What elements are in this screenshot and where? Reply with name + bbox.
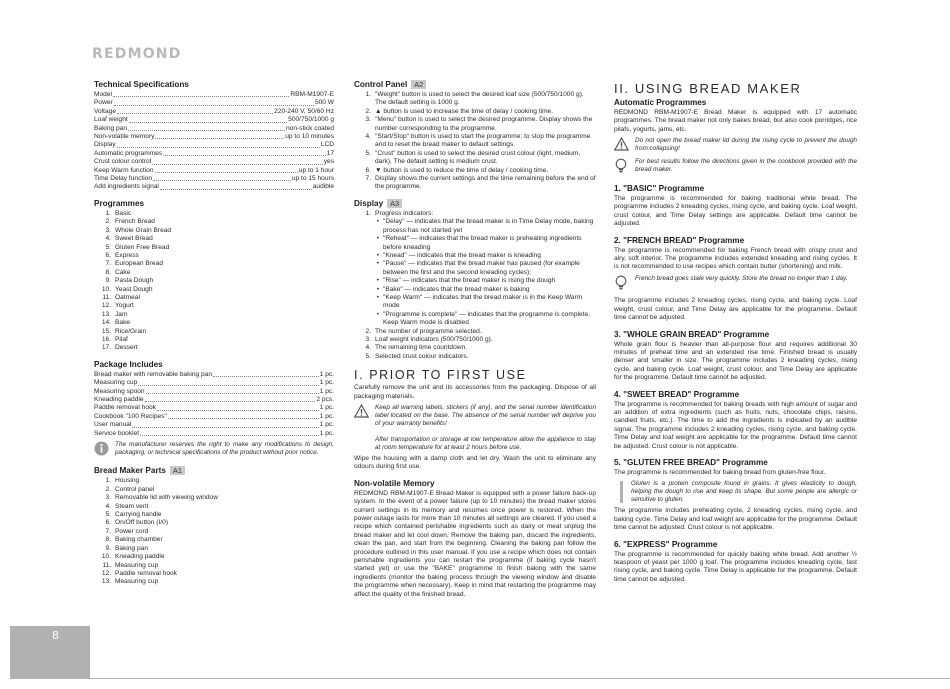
gluten-paragraph: The programme is recommended for baking bread from gluten-free flour. bbox=[614, 468, 826, 476]
prior-warning-1: Keep all warning labels, stickers (if any), and the serial number identification label located on the base. The absence of the serial number will deprive you of your warranty benefits! bbox=[375, 404, 596, 427]
dot-leader bbox=[160, 183, 312, 189]
dot-leader bbox=[138, 379, 318, 385]
list-text: The remaining time countdown. bbox=[375, 344, 467, 352]
display-title: Display bbox=[354, 198, 384, 208]
dot-leader bbox=[146, 388, 319, 394]
spec-label: Loaf weight bbox=[94, 116, 128, 124]
list-text: Sweet Bread bbox=[115, 235, 153, 243]
part-item bbox=[98, 562, 334, 570]
list-text: Kneading paddle bbox=[115, 553, 165, 561]
package-row bbox=[94, 379, 334, 387]
list-number: 9. bbox=[105, 277, 111, 285]
gluten-note bbox=[614, 480, 857, 504]
list-text: Loaf weight indicators (500/750/1000 g). bbox=[375, 335, 493, 343]
list-number: 13. bbox=[101, 310, 111, 318]
programme-item bbox=[98, 260, 334, 268]
package-row bbox=[94, 413, 334, 421]
list-text: Removable lid with viewing window bbox=[115, 494, 218, 502]
list-number: 16. bbox=[101, 335, 111, 343]
list-number: 4. bbox=[105, 502, 111, 510]
part-item bbox=[98, 536, 334, 544]
dot-leader bbox=[117, 108, 273, 114]
spec-value: 500 W bbox=[314, 99, 334, 107]
prior-paragraph-2: Wipe the housing with a damp cloth and let dry. Wash the unit to eliminate any odours during first use. bbox=[354, 455, 596, 471]
bullet-mark: • bbox=[376, 285, 379, 293]
dot-leader bbox=[155, 167, 298, 173]
list-text: "Crust" button is used to select the desired crust colour (light, medium, dark). The default setting is medium crust. bbox=[375, 149, 581, 166]
spec-value: LCD bbox=[320, 141, 334, 149]
list-number: 17. bbox=[101, 344, 111, 352]
control-item bbox=[358, 91, 596, 108]
control-panel-title: Control Panel bbox=[354, 80, 408, 89]
list-text: Display shows the current settings and the time remaining before the end of the programme. bbox=[375, 175, 596, 191]
dot-leader bbox=[145, 396, 316, 402]
display-item bbox=[358, 344, 596, 352]
bullet-text: "Pause" — indicates that the bread maker has paused (for example between the first and the second kneading cycles); bbox=[383, 260, 580, 276]
part-item bbox=[98, 519, 334, 527]
spec-row bbox=[94, 175, 334, 183]
spec-label: Kneading paddle bbox=[94, 396, 144, 403]
list-text: Jam bbox=[115, 310, 128, 318]
using-heading: II. USING BREAD MAKER bbox=[614, 81, 802, 96]
list-number: 7. bbox=[105, 527, 111, 535]
auto-programmes-heading: Automatic Programmes bbox=[614, 98, 707, 107]
spec-row bbox=[94, 133, 334, 141]
dot-leader bbox=[129, 116, 287, 122]
dot-leader bbox=[157, 404, 319, 410]
parts-heading bbox=[94, 466, 334, 476]
list-text: Measuring cup bbox=[115, 578, 159, 586]
spec-row bbox=[94, 125, 334, 133]
list-text: "Menu" button is used to select the desired programme. Display shows the number corresponding to the programme. bbox=[375, 116, 593, 132]
list-number: 1. bbox=[365, 91, 371, 98]
spec-row bbox=[94, 141, 334, 149]
programme-item bbox=[98, 227, 334, 235]
spec-value: audible bbox=[312, 183, 334, 191]
list-text: Power cord bbox=[115, 527, 149, 535]
list-text: The number of programme selected. bbox=[375, 327, 482, 335]
display-heading bbox=[354, 199, 596, 209]
dot-leader bbox=[168, 413, 319, 419]
spec-label: Measuring spoon bbox=[94, 387, 145, 395]
control-figure-badge: A2 bbox=[411, 80, 426, 89]
display-item bbox=[358, 210, 596, 218]
list-number: 10. bbox=[101, 285, 111, 293]
list-text: "Start/Stop" button is used to start the programme; to stop the programme and to reset the bread maker to default settings. bbox=[375, 133, 591, 149]
spec-value: 17 bbox=[326, 149, 334, 157]
part-item bbox=[98, 528, 334, 536]
spec-label: Power bbox=[94, 99, 113, 107]
programme-item bbox=[98, 235, 334, 243]
list-number: 4. bbox=[365, 133, 371, 141]
control-item bbox=[358, 175, 596, 192]
programme-item bbox=[98, 294, 334, 302]
brand-logo: REDMOND bbox=[92, 46, 182, 62]
spec-row bbox=[94, 150, 334, 158]
list-text: Oatmeal bbox=[115, 293, 140, 301]
spec-row bbox=[94, 108, 334, 116]
display-bullet bbox=[358, 252, 596, 260]
package-heading: Package Includes bbox=[94, 359, 163, 369]
package-list bbox=[94, 371, 334, 438]
prior-warning-2: After transportation or storage at low temperature allow the appliance to stay at room temperature for at least 2 hours before use. bbox=[375, 436, 596, 451]
lid-warning bbox=[614, 137, 857, 154]
nvm-paragraph: REDMOND RBM-M1907-E Bread Maker is equipped with a power failure back-up system. In the event of a power failure (up to 10 minutes) the bread maker stores current settings in its memory and resumes once power is restored. When the power outage lasts for more than 10 minutes all settings are cleared. If you used a recipe which contained perishable ingredients such as dairy or meat unplug the bread maker and let cool down. Remove the baking pan, discard the ingredients, clean the pan, and start from the beginning. Cleaning the baking pan follow the procedure outlined in this user manual. If you use a recipe which does not contain perishable ingredients you can restart the programme (if baking cycle hasn't started yet) or use the "BAKE" programme to finish baking with the same ingredients (monitor the baking process through the viewing window and disable the programme when necessary). Keep in mind that restarting the programme may affect the quality of the finished bread. bbox=[354, 489, 596, 598]
programmes-list bbox=[94, 210, 334, 353]
bullet-mark: • bbox=[376, 277, 379, 285]
bullet-mark: • bbox=[376, 251, 379, 259]
list-number: 3. bbox=[105, 226, 111, 234]
list-text: Paddle removal hook bbox=[115, 569, 177, 577]
list-number: 6. bbox=[105, 251, 111, 259]
spec-label: Display bbox=[94, 141, 116, 149]
list-number: 9. bbox=[105, 544, 111, 552]
list-text: Dessert bbox=[115, 344, 138, 352]
part-item bbox=[98, 494, 334, 502]
list-text: On/Off button (I/0) bbox=[115, 519, 169, 527]
bullet-text: "Programme is complete" — indicates that the programme is complete, Keep Warm mode is disabled bbox=[383, 310, 590, 327]
part-item bbox=[98, 503, 334, 511]
note-bar-icon bbox=[620, 481, 623, 503]
dot-leader bbox=[153, 175, 291, 181]
control-item bbox=[358, 167, 596, 175]
bullet-mark: • bbox=[376, 260, 379, 268]
display-item bbox=[358, 328, 596, 336]
spec-label: Bread maker with removable baking pan bbox=[94, 370, 213, 378]
spec-label: Measuring cup bbox=[94, 379, 138, 387]
programme-item bbox=[98, 218, 334, 226]
spec-label: Baking pan bbox=[94, 124, 127, 132]
list-number: 5. bbox=[365, 149, 371, 157]
dot-leader bbox=[114, 99, 314, 105]
spec-label: Paddle removal hook bbox=[94, 404, 156, 412]
bullet-mark: • bbox=[376, 293, 379, 301]
auto-programmes-paragraph: REDMOND RBM-M1907-E Bread Maker is equipped with 17 automatic programmes. The bread maker not only bakes bread, but also cook porridges, rice pilafs, yogurts, jams, etc. bbox=[614, 109, 857, 133]
dot-leader bbox=[152, 158, 323, 164]
display-bullet bbox=[358, 260, 596, 277]
list-text: Whole Grain Bread bbox=[115, 226, 172, 234]
page-number: 8 bbox=[52, 629, 59, 642]
package-note-text: The manufacturer reserves the right to make any modifications to design, packaging, or technical specifications of the product without prior notice. bbox=[115, 441, 334, 457]
list-text: European Bread bbox=[115, 260, 164, 268]
prior-paragraph-1: Carefully remove the unit and its accessories from the packaging. Dispose of all packaging materials. bbox=[354, 384, 596, 400]
spec-label: User manual bbox=[94, 421, 132, 429]
list-text: Selected crust colour indicators. bbox=[375, 352, 469, 360]
programme-item bbox=[98, 286, 334, 294]
list-text: Baking pan bbox=[115, 544, 148, 552]
parts-list bbox=[94, 477, 334, 586]
control-panel-heading bbox=[354, 80, 596, 90]
spec-row bbox=[94, 99, 334, 107]
french-tip-text: French bread goes stale very quickly. Store the bread no longer than 1 day. bbox=[635, 274, 848, 282]
spec-value: 500/750/1000 g bbox=[288, 116, 334, 124]
display-bullet bbox=[358, 277, 596, 285]
list-text: ▲ button is used to increase the time of delay / cooking time. bbox=[375, 107, 554, 115]
list-text: Rice/Grain bbox=[115, 327, 147, 335]
display-bullet bbox=[358, 218, 596, 235]
package-row bbox=[94, 388, 334, 396]
bullet-text: "Rise" — indicates that the bread maker is rising the dough bbox=[383, 277, 556, 285]
lightbulb-icon bbox=[614, 275, 630, 294]
column-middle bbox=[354, 80, 596, 599]
package-note bbox=[94, 441, 334, 459]
part-item bbox=[98, 486, 334, 494]
bullet-mark: • bbox=[376, 235, 379, 243]
spec-label: Cookbook "100 Recipes" bbox=[94, 412, 167, 420]
bullet-text: "Knead" — indicates that the bread maker is kneading bbox=[383, 251, 541, 259]
bullet-mark: • bbox=[376, 218, 379, 226]
bullet-text: "Delay" — indicates that the bread maker is in Time Delay mode, baking process has not started yet bbox=[383, 218, 594, 234]
spec-label: Crust colour control bbox=[94, 158, 152, 166]
part-item bbox=[98, 570, 334, 578]
list-number: 10. bbox=[101, 553, 111, 561]
list-text: "Weight" button is used to select the desired loaf size (500/750/1000 g). The default setting is 1000 g. bbox=[375, 91, 584, 107]
list-number: 1. bbox=[365, 209, 371, 217]
spec-row bbox=[94, 158, 334, 166]
list-text: Baking chamber bbox=[115, 536, 163, 544]
dot-leader bbox=[132, 421, 318, 427]
list-text: Yogurt bbox=[115, 302, 134, 310]
footer-rule bbox=[90, 678, 950, 679]
part-item bbox=[98, 511, 334, 519]
tech-specs-heading: Technical Specifications bbox=[94, 80, 189, 89]
gluten-note-text: Gluten is a protein composite found in grains. It gives elasticity to dough, helping the dough to rise and keep its shape. But some people are allergic or sensitive to gluten. bbox=[631, 480, 857, 504]
cookbook-tip bbox=[614, 158, 857, 177]
list-number: 4. bbox=[105, 235, 111, 243]
column-left bbox=[94, 80, 334, 587]
list-number: 3. bbox=[365, 116, 371, 124]
package-row bbox=[94, 396, 334, 404]
spec-value: 1 pc. bbox=[319, 429, 334, 437]
warning-icon bbox=[354, 404, 370, 421]
parts-figure-badge: A1 bbox=[170, 466, 185, 475]
part-item bbox=[98, 578, 334, 586]
dot-leader bbox=[163, 150, 325, 156]
nvm-heading: Non-volatile Memory bbox=[354, 478, 435, 488]
control-panel-list bbox=[354, 91, 596, 192]
list-number: 13. bbox=[101, 578, 111, 586]
spec-row bbox=[94, 183, 334, 191]
display-figure-badge: A3 bbox=[387, 199, 402, 208]
list-text: Pasta Dough bbox=[115, 277, 154, 285]
warning-icon bbox=[614, 137, 630, 154]
tech-specs-list bbox=[94, 91, 334, 192]
part-item bbox=[98, 545, 334, 553]
control-item bbox=[358, 116, 596, 133]
list-text: Bake bbox=[115, 319, 131, 327]
programme-item bbox=[98, 344, 334, 352]
list-number: 1. bbox=[105, 477, 111, 485]
control-item bbox=[358, 133, 596, 150]
dot-leader bbox=[155, 133, 284, 139]
list-number: 2. bbox=[105, 218, 111, 226]
list-number: 3. bbox=[365, 335, 371, 343]
parts-title: Bread Maker Parts bbox=[94, 466, 166, 476]
sweet-heading: 4. "SWEET BREAD" Programme bbox=[614, 389, 740, 399]
display-list bbox=[354, 210, 596, 361]
list-number: 4. bbox=[365, 344, 371, 352]
prior-warning bbox=[354, 404, 596, 452]
spec-label: Voltage bbox=[94, 107, 116, 115]
package-row bbox=[94, 371, 334, 379]
display-item bbox=[358, 353, 596, 361]
list-number: 11. bbox=[102, 561, 111, 569]
list-number: 5. bbox=[105, 243, 111, 251]
info-icon bbox=[94, 441, 110, 459]
spec-label: Model bbox=[94, 91, 112, 98]
page-number-block bbox=[10, 626, 90, 679]
spec-label: Automatic programmes bbox=[94, 149, 163, 157]
dot-leader bbox=[117, 141, 320, 147]
basic-paragraph: The programme is recommended for baking traditional white bread. The programme includes 2 kneading cycles, rising cycle, and baking cycle. Loaf weight, crust colour, and Time Delay settings are applicable. Default time cannot be adjusted. bbox=[614, 195, 857, 228]
display-bullet bbox=[358, 235, 596, 252]
list-text: Measuring cup bbox=[115, 561, 159, 569]
bullet-text: "Reheat" — indicates that the bread maker is preheating ingredients before kneading bbox=[383, 235, 582, 251]
list-number: 5. bbox=[365, 352, 371, 360]
bullet-text: "Bake" — indicates that the bread maker is baking bbox=[383, 285, 530, 293]
list-text: Basic bbox=[115, 209, 132, 217]
list-number: 11. bbox=[102, 293, 111, 301]
spec-row bbox=[94, 91, 334, 99]
programme-item bbox=[98, 336, 334, 344]
list-text: ▼ button is used to reduce the time of delay / cooking time. bbox=[375, 166, 549, 174]
express-paragraph: The programme is recommended for quickly baking white bread. Add another ½ teaspoon of yeast per 1000 g loaf. The programme includes kneading cycle, fast rising cycle, and baking cycle. Time Delay is applicable for the programme. Default time cannot be adjusted. bbox=[614, 550, 857, 583]
programme-item bbox=[98, 269, 334, 277]
spec-label: Add ingredients signal bbox=[94, 183, 159, 191]
list-number: 12. bbox=[101, 302, 111, 310]
gluten-paragraph-2: The programme includes preheating cycle, 2 kneading cycles, rising cycle, and baking cycle. Time Delay and loaf weight are applicable for the programme. Default time cannot be adjusted. Crust colour is not applicable. bbox=[614, 507, 857, 532]
spec-value: non-stick coated bbox=[285, 124, 334, 132]
list-number: 2. bbox=[365, 327, 371, 335]
dot-leader bbox=[128, 125, 285, 131]
express-heading: 6. "EXPRESS" Programme bbox=[614, 539, 718, 549]
cookbook-tip-text: For best results follow the directions given in the cookbook provided with the bread maker. bbox=[635, 157, 857, 173]
column-right bbox=[614, 80, 857, 584]
list-number: 3. bbox=[105, 494, 111, 502]
spec-value: up to 1 hour bbox=[298, 166, 334, 174]
spec-value: 220-240 V, 50/60 Hz bbox=[274, 107, 334, 115]
whole-grain-heading: 3. "WHOLE GRAIN BREAD" Programme bbox=[614, 329, 770, 339]
spec-value: 2 pcs. bbox=[316, 396, 334, 403]
sweet-paragraph: The programme is recommended for baking breads with high amount of sugar and an addition of extra ingredients (such as fruits, nuts, chocolate chips, raisins, candied fruits, etc.). The time to add the ingredients is indicated by an audible signal. The programme includes 2 kneading cycles, rising cycle, and baking cycle. Time Delay and loaf weight are applicable for the programme. Default time cannot be adjusted. Crust colour is not applicable. bbox=[614, 400, 857, 450]
control-item bbox=[358, 150, 596, 167]
programme-item bbox=[98, 244, 334, 252]
control-item bbox=[358, 108, 596, 116]
gluten-heading: 5. "GLUTEN FREE BREAD" Programme bbox=[614, 457, 768, 467]
bullet-text: "Keep Warm" — indicates that the bread maker is in the Keep Warm mode bbox=[383, 293, 583, 310]
french-tip bbox=[614, 275, 857, 294]
spec-row bbox=[94, 167, 334, 175]
spec-label: Time Delay function bbox=[94, 175, 153, 183]
spec-value: 1 pc. bbox=[319, 421, 334, 429]
dot-leader bbox=[113, 91, 289, 97]
programme-item bbox=[98, 319, 334, 327]
list-text: Cake bbox=[115, 268, 131, 276]
display-bullet bbox=[358, 286, 596, 294]
list-number: 6. bbox=[105, 519, 111, 527]
list-text: Control panel bbox=[115, 485, 155, 493]
programme-item bbox=[98, 252, 334, 260]
spec-value: 1 pc. bbox=[319, 404, 334, 412]
programme-item bbox=[98, 302, 334, 310]
list-number: 7. bbox=[365, 175, 371, 183]
list-text: Steam vent bbox=[115, 502, 149, 510]
list-text: Housing bbox=[115, 477, 140, 485]
display-bullet bbox=[358, 294, 596, 311]
package-row bbox=[94, 421, 334, 429]
whole-grain-paragraph: Whole grain flour is heavier than all-purpose flour and requires additional 30 minutes of preheat time and an extended rise time. Finished bread is usually denser and smaller in size. The programme includes 2 kneading cycles, rising cycle, and baking cycle. Loaf weight, crust colour, and Time Delay are applicable for the programme. Default time cannot be adjusted. bbox=[614, 340, 857, 382]
spec-value: 1 pc. bbox=[319, 370, 334, 378]
list-text: Carrying handle bbox=[115, 511, 162, 519]
dot-leader bbox=[140, 430, 319, 436]
list-text: Pilaf bbox=[115, 335, 128, 343]
french-paragraph-2: The programme includes 2 kneading cycles, rising cycle, and baking cycle. Loaf weight, crust colour, and Time Delay are applicable for the programme. Default time cannot be adjusted. bbox=[614, 297, 857, 322]
spec-label: Service booklet bbox=[94, 429, 140, 437]
list-number: 2. bbox=[365, 107, 371, 115]
spec-value: RBM-M1907-E bbox=[290, 91, 334, 98]
list-text: Gluten Free Bread bbox=[115, 243, 170, 251]
list-number: 14. bbox=[101, 319, 111, 327]
list-number: 12. bbox=[101, 569, 111, 577]
list-text: Yeast Dough bbox=[115, 285, 153, 293]
display-bullet bbox=[358, 311, 596, 328]
basic-heading: 1. "BASIC" Programme bbox=[614, 184, 705, 194]
part-item bbox=[98, 477, 334, 485]
package-row bbox=[94, 430, 334, 438]
list-text: Progress indicators: bbox=[375, 209, 434, 217]
programmes-heading: Programmes bbox=[94, 198, 145, 208]
list-number: 7. bbox=[105, 260, 111, 268]
programme-item bbox=[98, 210, 334, 218]
list-number: 5. bbox=[105, 511, 111, 519]
display-item bbox=[358, 336, 596, 344]
spec-label: Non-volatile memory bbox=[94, 133, 155, 141]
list-number: 2. bbox=[105, 485, 111, 493]
spec-value: yes bbox=[323, 158, 334, 166]
part-item bbox=[98, 553, 334, 561]
programme-item bbox=[98, 311, 334, 319]
programme-item bbox=[98, 277, 334, 285]
prior-to-first-use-heading: I. PRIOR TO FIRST USE bbox=[354, 368, 527, 383]
spec-value: up to 10 minutes bbox=[285, 133, 334, 141]
prior-warning-text bbox=[375, 404, 596, 452]
list-number: 8. bbox=[105, 536, 111, 544]
bullet-mark: • bbox=[376, 310, 379, 318]
list-number: 15. bbox=[101, 327, 111, 335]
list-number: 8. bbox=[105, 268, 111, 276]
french-paragraph: The programme is recommended for baking French bread with crispy crust and airy, soft interior. The programme includes extended kneading and rising cycles. It is not recommended to use recipes which contain butter (shortening) and milk. bbox=[614, 246, 857, 271]
spec-value: 1 pc. bbox=[319, 387, 334, 395]
list-text: French Bread bbox=[115, 218, 155, 226]
lid-warning-text: Do not open the bread maker lid during the rising cycle to prevent the dough from collapsing! bbox=[635, 137, 857, 153]
list-number: 1. bbox=[105, 209, 111, 217]
lightbulb-icon bbox=[614, 158, 630, 177]
list-number: 6. bbox=[365, 166, 371, 174]
spec-value: 1 pc. bbox=[319, 379, 334, 387]
spec-value: up to 15 hours bbox=[291, 175, 334, 183]
dot-leader bbox=[213, 371, 319, 377]
spec-value: 1 pc. bbox=[319, 412, 334, 420]
list-text: Express bbox=[115, 251, 139, 259]
package-row bbox=[94, 404, 334, 412]
spec-row bbox=[94, 116, 334, 124]
spec-label: Keep Warm function bbox=[94, 166, 154, 174]
programme-item bbox=[98, 328, 334, 336]
french-heading: 2. "FRENCH BREAD" Programme bbox=[614, 235, 745, 245]
